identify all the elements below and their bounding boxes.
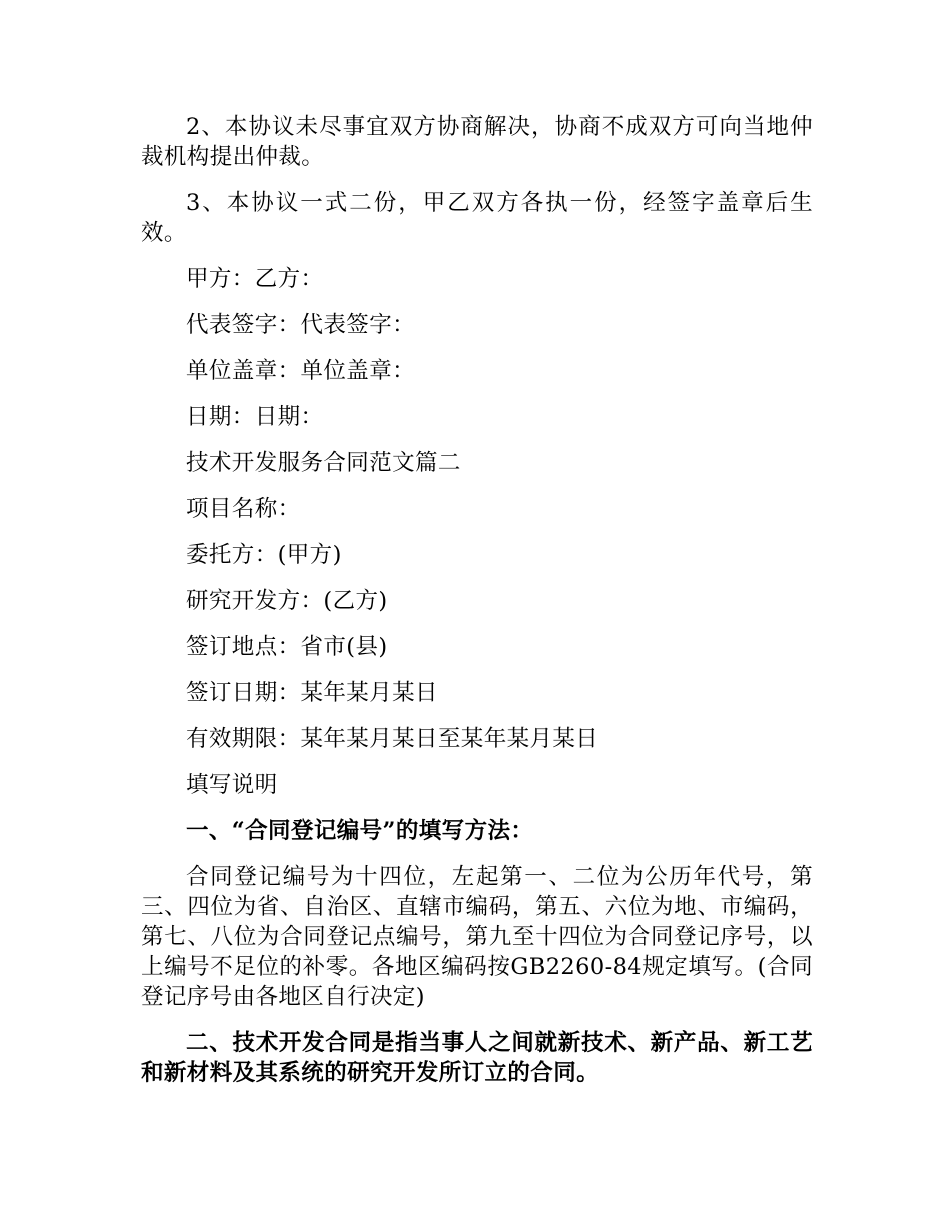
date-line: 日期：日期： xyxy=(186,404,324,430)
signing-location-field: 签订地点：省市(县) xyxy=(186,634,388,660)
document-page xyxy=(141,112,813,1104)
instruction-heading-1: 一、“合同登记编号”的填写方法： xyxy=(186,818,534,844)
signing-date-field: 签订日期：某年某月某日 xyxy=(186,680,438,706)
client-field: 委托方：(甲方) xyxy=(186,542,342,568)
signature-parties-line: 甲方：乙方： xyxy=(186,266,324,292)
paragraph-clause-2: 2、本协议未尽事宜双方协商解决，协商不成双方可向当地仲裁机构提出仲裁。 xyxy=(141,114,813,170)
instruction-heading-2: 二、技术开发合同是指当事人之间就新技术、新产品、新工艺和新材料及其系统的研究开发所订立的合同。 xyxy=(141,1030,813,1086)
validity-period-field: 有效期限：某年某月某日至某年某月某日 xyxy=(186,726,599,752)
company-seal-line: 单位盖章：单位盖章： xyxy=(186,358,416,384)
section-title: 技术开发服务合同范文篇二 xyxy=(186,450,461,476)
representative-signature-line: 代表签字：代表签字： xyxy=(186,312,416,338)
paragraph-clause-3: 3、本协议一式二份，甲乙双方各执一份，经签字盖章后生效。 xyxy=(141,190,813,246)
instructions-heading: 填写说明 xyxy=(186,772,278,798)
instruction-body-1: 合同登记编号为十四位，左起第一、二位为公历年代号，第三、四位为省、自治区、直辖市编码，第五、六位为地、市编码，第七、八位为合同登记点编号，第九至十四位为合同登记序号，以上编号不足位的补零。各地区编码按GB2260-84规定填写。(合同登记序号由各地区自行决定) xyxy=(141,864,813,1010)
developer-field: 研究开发方：(乙方) xyxy=(186,588,388,614)
project-name-field: 项目名称： xyxy=(186,496,301,522)
